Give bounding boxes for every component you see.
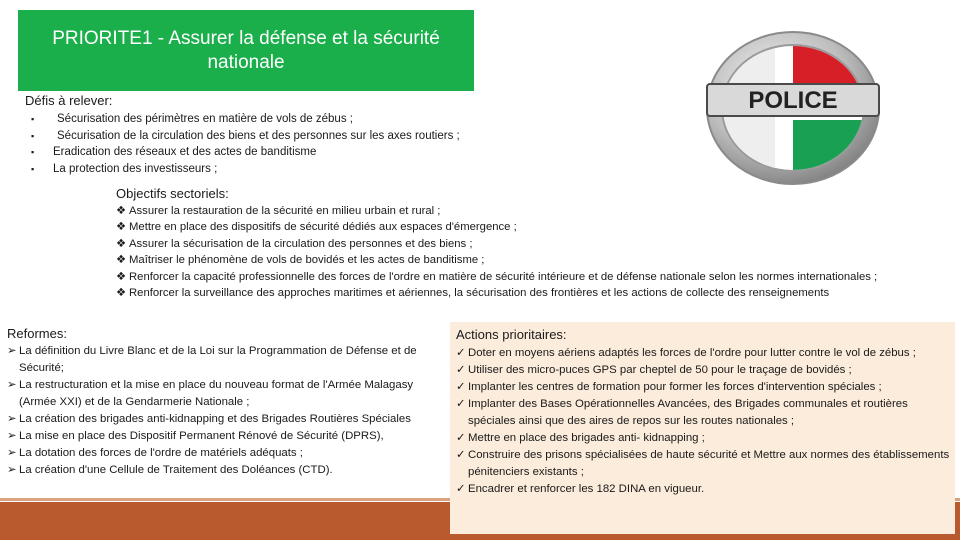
checkmark-icon: ✓ — [456, 483, 466, 495]
arrow-bullet-icon: ➢ — [7, 345, 17, 357]
defis-list — [25, 111, 460, 177]
list-item: ❖ Mettre en place des dispositifs de sécurité dédiés aux espaces d'émergence ; — [116, 219, 936, 235]
list-item: ✓ Mettre en place des brigades anti- kidnapping ; — [456, 430, 951, 447]
checkmark-icon: ✓ — [456, 432, 466, 444]
list-item: ❖ Assurer la sécurisation de la circulation des personnes et des biens ; — [116, 236, 936, 252]
list-item: ❖ Maîtriser le phénomène de vols de bovidés et les actes de banditisme ; — [116, 252, 936, 268]
list-item: ➢ La création d'une Cellule de Traitement des Doléances (CTD). — [7, 462, 447, 479]
list-item: ✓ Utiliser des micro-puces GPS par cheptel de 50 pour le traçage de bovidés ; — [456, 362, 951, 379]
square-bullet-icon: ▪ — [31, 147, 35, 158]
diamond-bullet-icon: ❖ — [116, 205, 127, 217]
arrow-bullet-icon: ➢ — [7, 464, 17, 476]
objectifs-list — [116, 203, 936, 301]
slide-title — [18, 10, 474, 91]
list-item: ❖ Renforcer la surveillance des approches maritimes et aériennes, la sécurisation des frontières et les actions de collecte des renseignements — [116, 285, 936, 301]
arrow-bullet-icon: ➢ — [7, 430, 17, 442]
reformes-heading: Reformes: — [7, 326, 67, 341]
checkmark-icon: ✓ — [456, 449, 466, 461]
diamond-bullet-icon: ❖ — [116, 254, 127, 267]
checkmark-icon: ✓ — [456, 347, 466, 359]
list-item: ✓ Encadrer et renforcer les 182 DINA en vigueur. — [456, 481, 951, 498]
list-item: ▪ Sécurisation des périmètres en matière de vols de zébus ; — [25, 111, 460, 128]
list-item: ❖ Assurer la restauration de la sécurité en milieu urbain et rural ; — [116, 203, 936, 219]
actions-list — [456, 345, 951, 498]
checkmark-icon: ✓ — [456, 381, 466, 393]
square-bullet-icon: ▪ — [31, 163, 35, 174]
slide-title-line2: nationale — [207, 51, 285, 73]
slide-title-line1: PRIORITE1 - Assurer la défense et la sécurité — [52, 27, 440, 49]
arrow-bullet-icon: ➢ — [7, 447, 17, 459]
reformes-list — [7, 343, 447, 479]
list-item: ➢ La création des brigades anti-kidnapping et des Brigades Routières Spéciales — [7, 411, 447, 428]
checkmark-icon: ✓ — [456, 364, 466, 376]
checkmark-icon: ✓ — [456, 398, 466, 410]
police-logo-text: POLICE — [748, 87, 838, 114]
square-bullet-icon: ▪ — [31, 114, 35, 124]
list-item: ▪ La protection des investisseurs ; — [25, 161, 460, 178]
actions-heading: Actions prioritaires: — [456, 327, 567, 342]
defis-heading: Défis à relever: — [25, 93, 113, 108]
list-item: ▪ Eradication des réseaux et des actes de banditisme — [25, 144, 460, 161]
objectifs-heading: Objectifs sectoriels: — [116, 186, 229, 201]
arrow-bullet-icon: ➢ — [7, 413, 17, 425]
list-item: ✓ Construire des prisons spécialisées de haute sécurité et Mettre aux normes des établissements pénitenciers existants ; — [456, 449, 950, 478]
diamond-bullet-icon: ❖ — [116, 221, 127, 234]
list-item: ▪ Sécurisation de la circulation des biens et des personnes sur les axes routiers ; — [25, 128, 460, 145]
square-bullet-icon: ▪ — [31, 130, 35, 141]
list-item: ➢ La mise en place des Dispositif Permanent Rénové de Sécurité (DPRS), — [7, 428, 447, 445]
diamond-bullet-icon: ❖ — [116, 237, 127, 250]
list-item: ✓ Implanter les centres de formation pour former les forces d'intervention spéciales ; — [456, 379, 951, 396]
list-item: ➢ La définition du Livre Blanc et de la Loi sur la Programmation de Défense et de Sécurité; — [7, 345, 417, 374]
list-item: ❖ Renforcer la capacité professionnelle des forces de l'ordre en matière de sécurité intérieure et de défense nationale selon les normes internationales ; — [116, 269, 936, 285]
police-badge-logo — [695, 28, 891, 188]
diamond-bullet-icon: ❖ — [116, 287, 127, 300]
diamond-bullet-icon: ❖ — [116, 270, 127, 283]
list-item: ➢ La restructuration et la mise en place du nouveau format de l'Armée Malagasy (Armée XXI) et de la Gendarmerie Nationale ; — [7, 379, 414, 408]
list-item: ✓ Doter en moyens aériens adaptés les forces de l'ordre pour lutter contre le vol de zébus ; — [456, 345, 951, 362]
list-item: ✓ Implanter des Bases Opérationnelles Avancées, des Brigades communales et routières spéciales ainsi que des aires de repos sur les routes nationales ; — [456, 398, 908, 427]
arrow-bullet-icon: ➢ — [7, 379, 17, 391]
list-item: ➢ La dotation des forces de l'ordre de matériels adéquats ; — [7, 445, 447, 462]
